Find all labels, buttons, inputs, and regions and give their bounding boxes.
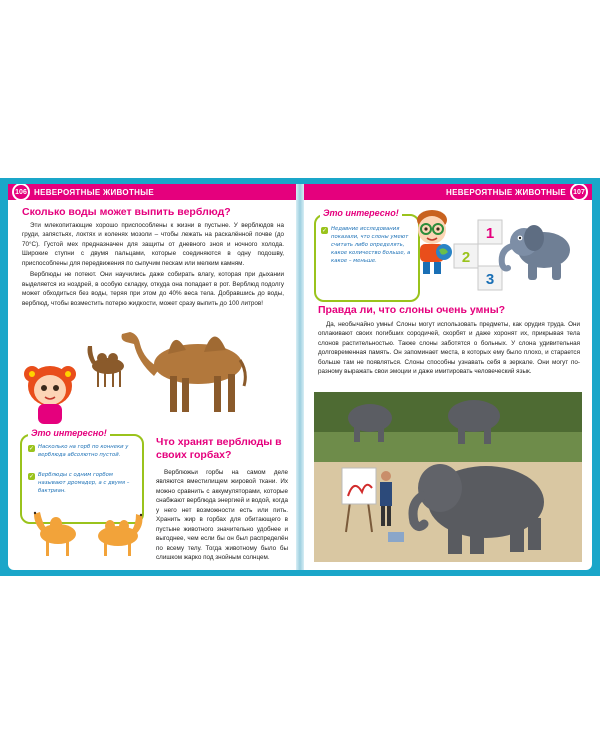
elephant-heading: Правда ли, что слоны очень умны? <box>318 304 506 316</box>
check-icon: ✓ <box>321 227 328 234</box>
section-title-right: НЕВЕРОЯТНЫЕ ЖИВОТНЫЕ <box>446 187 566 197</box>
fact-item-2-text: Верблюды с одним горбом называют дромадер, а с двумя – бактриан. <box>38 472 130 494</box>
cartoon-girl-illustration <box>22 360 78 426</box>
toy-elephant-illustration <box>494 220 578 284</box>
book-spread <box>0 178 600 576</box>
check-icon: ✓ <box>28 445 35 452</box>
paint-bucket <box>388 532 404 542</box>
camel-text <box>22 221 284 310</box>
cartoon-camels-illustration <box>22 504 152 560</box>
cube-digit-1: 1 <box>485 225 495 242</box>
elephants-painting-photo <box>314 392 582 562</box>
page-number-left: 106 <box>12 184 30 201</box>
section-title-left: НЕВЕРОЯТНЫЕ ЖИВОТНЫЕ <box>34 187 154 197</box>
fact-item-elephant-text: Недавние исследования показали, что слоны умеют считать либо определять, какое количество больше, а какое – меньше. <box>331 226 411 264</box>
fact-item-elephant <box>321 226 415 266</box>
hump-text <box>156 468 288 564</box>
hump-heading: Что хранят верблюды в своих горбах? <box>156 436 282 461</box>
right-page <box>304 184 592 570</box>
camel-photo <box>78 316 274 420</box>
cube-digit-2: 2 <box>461 249 471 266</box>
camel-paragraph-1: Эти млекопитающие хорошо приспособлены к жизни в пустыне. У верблюдов на груди, запястьях, локтях и коленях мозоли – чтобы лежать на раскалённой почве (до 70°С). Густой мех предназначен для защиты от дневного зноя и ночного холода. Широкие ступни с двумя пальцами, которые соединяются в одну подошву, приспособлены для передвижения по сыпучим пескам или мелким камням. <box>22 222 284 267</box>
fact-box-title-left: Это интересно! <box>28 428 110 438</box>
fact-box-elephants <box>314 208 420 302</box>
check-icon: ✓ <box>28 473 35 480</box>
cartoon-boy-illustration <box>408 208 456 276</box>
cube-digit-3: 3 <box>485 271 495 288</box>
hump-paragraph: Верблюжьи горбы на самом деле являются вместилищем жировой ткани. Их можно сравнить с аккумуляторами, которые снабжают верблюда энергией и водой, когда у него нет возможности есть или пить. Хранить жир в горбах для обитающего в пустыне животного значительно удобнее и выгоднее, чем если бы он был распределён по всему телу. Тогда животному было бы слишком жарко под знойным солнцем. <box>156 469 288 561</box>
right-header-bar <box>304 184 592 200</box>
left-header-bar <box>8 184 296 200</box>
elephant-paragraph: Да, необычайно умны! Слоны могут использовать предметы, как орудия труда. Они оплакивают своих погибших сородичей, скорбят и даже хоронят их, прикрывая тела слонов растительностью. Также слоны заботятся о больных. У слона удивительная долговременная память. Он запоминает места, в которых ему было плохо, и старается больше там не появляться. Слоны способны узнавать себя в зеркале. Они могут по-разному выражать свои эмоции и даже имитировать человеческий язык. <box>318 321 580 376</box>
camel-heading: Сколько воды может выпить верблюд? <box>22 206 231 218</box>
fact-box-title-right: Это интересно! <box>320 208 402 218</box>
cube-2 <box>454 244 478 268</box>
elephant-text <box>318 320 580 379</box>
page-number-right: 107 <box>570 184 588 201</box>
camel-paragraph-2: Верблюды не потеют. Они научились даже собирать влагу, которая при дыхании выделяется из ноздрей, в особую складку, откуда она попадает в рот. Верблюд подолгу может обходиться без воды, теряя при этом до 40% веса тела. Добравшись до воды, верблюд, чтобы возместить потерю жидкости, может сразу выпить до 100 литров! <box>22 271 284 307</box>
book-gutter <box>296 184 304 570</box>
fact-item-2 <box>28 472 138 496</box>
big-camel <box>122 332 246 412</box>
left-page <box>8 184 296 570</box>
fact-item-1 <box>28 444 138 460</box>
fact-item-1-text: Насколько на горб по коннеки у верблюда абсолютно пустой. <box>38 444 129 458</box>
small-camel <box>88 346 125 387</box>
